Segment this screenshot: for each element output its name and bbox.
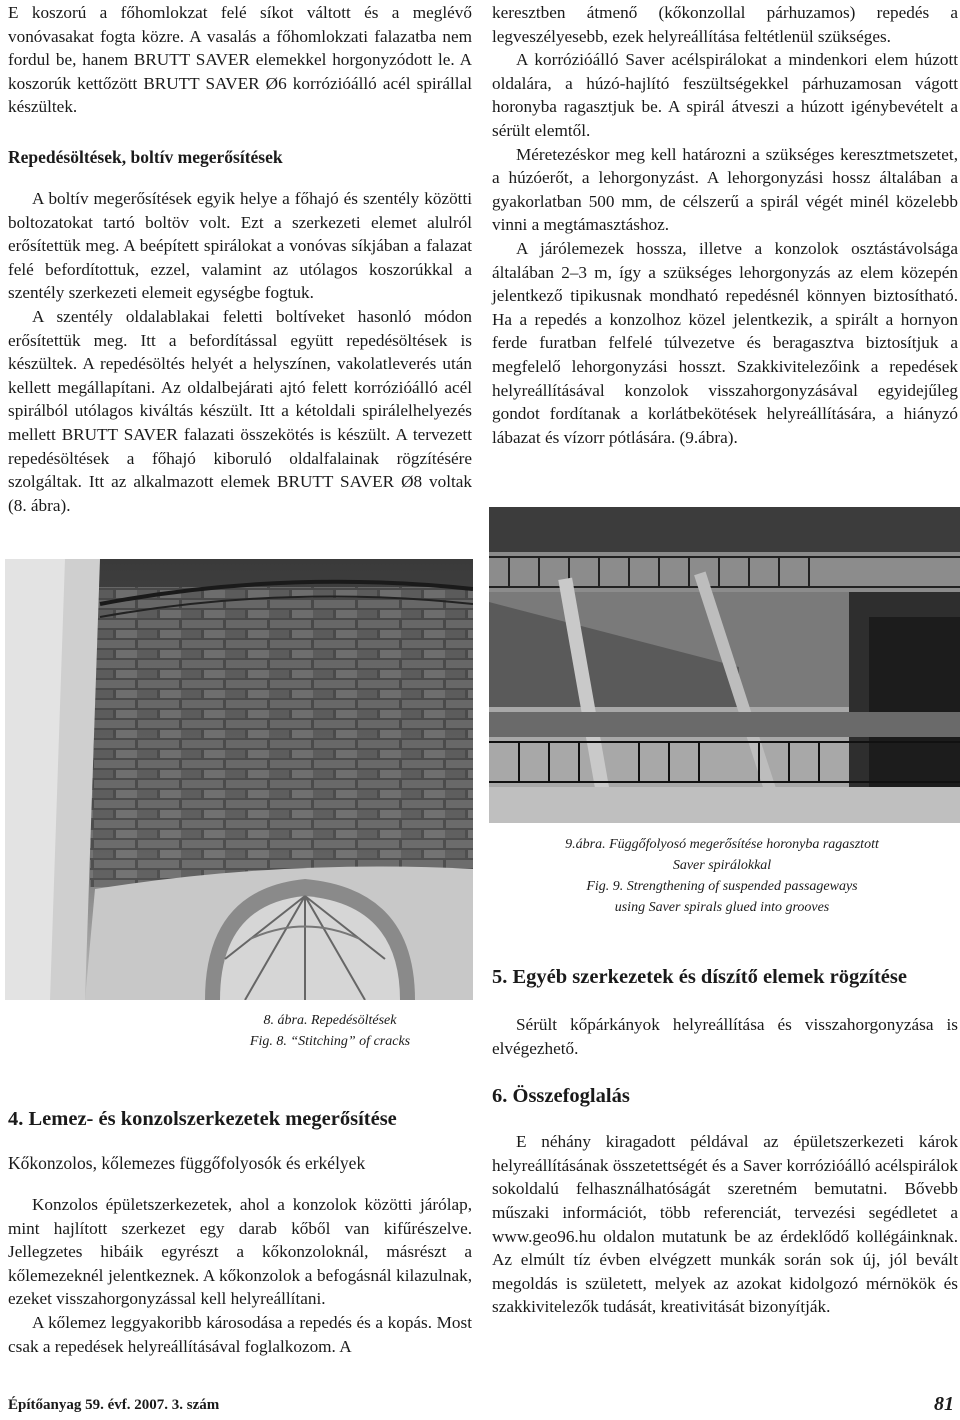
figure-8-photo — [5, 559, 473, 1000]
passageway-image — [489, 507, 960, 823]
heading-section-4: 4. Lemez- és konzolszerkezetek megerősítése — [8, 1108, 397, 1130]
subtitle-section-4: Kőkonzolos, kőlemezes függőfolyosók és erkélyek — [8, 1153, 366, 1173]
heading-section-5: 5. Egyéb szerkezetek és díszítő elemek rögzítése — [492, 966, 907, 988]
right-paragraph-3: A járólemezek hossza, illetve a konzolok osztástávolsága általában 2–3 m, így a szükséges lehorgonyzás az elem közepén jelentkező tipikusnak mondható repedésnél könnyen biztosítható. Ha a repedés a konzolhoz közel jelentkezik, a spirált a hornyon ferde furatban felfelé túlvezetve és beragasztva biztosítjuk a megfelelő lehorgonyzási hosszt. Szakkivitelezőink a repedések helyreállításával konzolok visszahorgonyzásával egyidejűleg gondot fordítanak a korlátbekötések helyreállítására, a hiányzó lábazat és vízorr pótlására. (9.ábra). — [492, 238, 958, 447]
figure-8-caption-hu: 8. ábra. Repedésöltések — [263, 1013, 397, 1028]
arch-paragraph-1: A boltív megerősítések egyik helye a főhajó és szentély közötti boltozatokat tartó boltöv volt. Ezt a szerkezeti elemet alulról erősítettük meg. A beépített spirálokat a vonóvas síkjában a falazat felé befordítottuk, ezzel, valamint az utólagos koszorúkkal a szentély szerkezeti elemeit egységbe fogtuk. — [8, 188, 472, 303]
arch-paragraph-2: A szentély oldalablakai feletti boltíveket hasonló módon erősítettük meg. Itt a befordítással együtt repedésöltések is készültek. A repedésöltés helyét a helyszínen, vakolatleverés után kellett megállapítani. Az oldalbejárati ajtó felett korrózióálló acél spirálból utólagos kiváltás készült. Itt a kétoldali spirálelhelyezés mellett BRUTT SAVER falazati összekötés is készült. A tervezett repedésöltések a főhajó kiboruló oldalfalainak rögzítésére szolgáltak. Itt az alkalmazott elemek BRUTT SAVER Ø8 voltak (8. ábra). — [8, 306, 472, 515]
section-4-paragraph-2: A kőlemez leggyakoribb károsodása a repedés és a kopás. Most csak a repedések helyreállításával foglalkozom. A — [8, 1312, 472, 1356]
section-5-6 — [492, 962, 958, 1319]
heading-section-6: 6. Összefoglalás — [492, 1085, 630, 1108]
continued-paragraph: keresztben átmenő (kőkonzollal párhuzamos) repedés a legveszélyesebb, ezek helyreállítása feltétlenül szükséges. — [492, 3, 958, 46]
figure-9-photo — [489, 507, 960, 823]
intro-paragraph: E koszorú a főhomlokzat felé síkot váltott és a meglévő vonóvasakat fogta közre. A vasalás a főhomlokzati falazatba nem fordul be, hanem BRUTT SAVER elemekkel horgonyzódott le. A koszorúk kettőzött BRUTT SAVER Ø6 korrózióálló acél spirállal készültek. — [8, 3, 472, 117]
figure-8-caption-en: Fig. 8. “Stitching” of cracks — [249, 1034, 411, 1049]
left-column — [8, 0, 472, 517]
journal-footer: Építőanyag 59. évf. 2007. 3. szám — [8, 1397, 220, 1413]
figure-8-caption — [180, 1010, 480, 1052]
section-6-paragraph: E néhány kiragadott példával az épületszerkezeti károk helyreállításának összetettségét és a Saver korrózióálló acélspirálok sokoldalú felhasználhatóságát szeretném bemutatni. Bővebb műszaki információt, több referenciát, tervezési segédletet a www.geo96.hu oldalon mutatunk be az érdeklődő kollégáinknak. Az elmúlt tíz évben elvégzett munkák során sok új, jól bevált megoldás is született, melyek az azokat kidolgozó mérnökök és szakkivitelezők tudását, kreativitását bizonyítják. — [492, 1132, 958, 1317]
right-column — [492, 0, 958, 449]
figure-9-caption-en-2: using Saver spirals glued into grooves — [614, 900, 830, 915]
right-paragraph-1: A korrózióálló Saver acélspirálokat a mindenkori elem húzott oldalára, a húzó-hajlító feszültségekkel párhuzamosan vágott horonyba ragasztjuk be. A spirál átveszi a húzott igénybevételt a sérült elemtől. — [492, 50, 958, 140]
figure-9-caption-hu-2: Saver spirálokkal — [672, 858, 772, 873]
figure-9-caption-en-1: Fig. 9. Strengthening of suspended passageways — [586, 879, 858, 894]
heading-crack-stitching: Repedésöltések, boltív megerősítések — [8, 146, 283, 167]
brick-wall-crack-image — [5, 559, 473, 1000]
section-5-paragraph: Sérült kőpárkányok helyreállítása és visszahorgonyzása is elvégezhető. — [492, 1015, 958, 1058]
section-4 — [8, 1105, 472, 1358]
right-paragraph-2: Méretezéskor meg kell határozni a szükséges keresztmetszetet, a húzóerőt, a lehorgonyzást. A lehorgonyzási hossz általában a gyakorlatban 500 mm, de célszerű a spirál végét minél közelebb vinni a megtámasztáshoz. — [492, 144, 958, 235]
figure-9-caption-hu-1: 9.ábra. Függőfolyosó megerősítése horonyba ragasztott — [565, 837, 879, 852]
figure-9-caption — [512, 834, 932, 918]
page-number: 81 — [934, 1393, 954, 1415]
section-4-paragraph-1: Konzolos épületszerkezetek, ahol a konzolok közötti járólap, mint hajlított szerkezet egy darab kőből van kifűrészelve. Jellegzetes hibáik egyrészt a kőkonzoloknál, másrészt a kőlemezeknél jelentkeznek. A kőkonzolok a befogásnál kilazulnak, ezeket visszahorgonyzással kell helyreállítani. — [8, 1195, 472, 1309]
